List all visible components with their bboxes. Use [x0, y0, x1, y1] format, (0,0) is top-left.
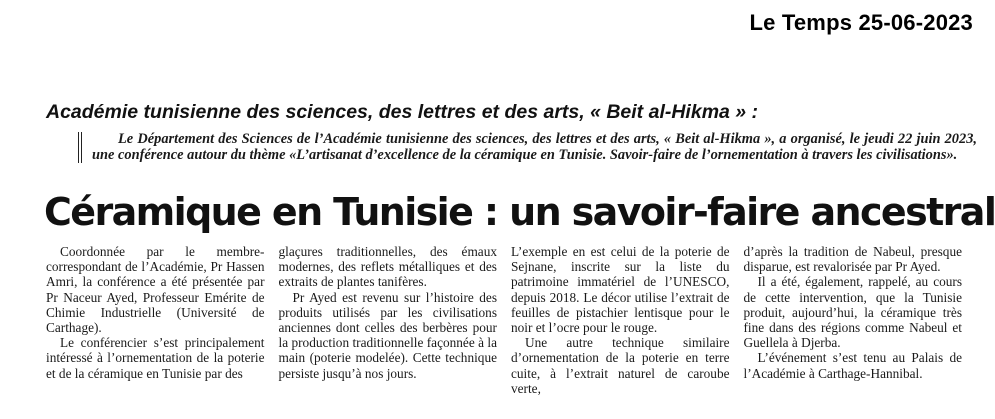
body-paragraph: L’exemple en est celui de la poterie de Sejnane, inscrite sur la liste du patrimoine immatériel de l’UNESCO, depuis 2018. Le décor utilise l’extrait de feuilles de pistachier lentisque pour le noir et l’ocre pour le rouge. — [511, 244, 730, 336]
article-column-3 — [511, 244, 730, 419]
body-paragraph: Le conférencier s’est principalement intéressé à l’ornementation de la poterie et de la céramique en Tunisie par des — [46, 335, 265, 381]
body-paragraph: Une autre technique similaire d’ornementation de la poterie en terre cuite, à l’extrait naturel de caroube verte, — [511, 335, 730, 396]
body-paragraph: Il a été, également, rappelé, au cours de cette intervention, que la Tunisie produit, aujourd’hui, la céramique très fine dans des régions comme Nabeul et Guellela à Djerba. — [743, 274, 962, 351]
article-column-4 — [744, 244, 963, 419]
article-column-2 — [279, 244, 498, 419]
source-date-label: Le Temps 25-06-2023 — [749, 10, 973, 35]
article-lead: Le Département des Sciences de l’Académie tunisienne des sciences, des lettres et des arts, « Beit al-Hikma », a organisé, le jeudi 22 juin 2023, une conférence autour du thème «L’artisanat d’excellence de la céramique en Tunisie. Savoir-faire de l’ornementation à travers les civilisations». — [78, 132, 977, 163]
body-paragraph: glaçures traditionnelles, des émaux modernes, des reflets métalliques et des extraits de plantes tanifères. — [278, 244, 497, 290]
body-paragraph: L’événement s’est tenu au Palais de l’Académie à Carthage-Hannibal. — [743, 350, 962, 381]
article-column-1 — [46, 244, 265, 419]
body-paragraph: d’après la tradition de Nabeul, presque disparue, est revalorisée par Pr Ayed. — [743, 244, 962, 275]
article-body — [46, 244, 962, 419]
body-paragraph: Pr Ayed est revenu sur l’histoire des produits utilisés par les civilisations anciennes dont celles des berbères pour la production traditionnelle façonnée à la main (poterie modelée). Cette technique persiste jusqu’à nos jours. — [278, 289, 497, 381]
article-kicker: Académie tunisienne des sciences, des lettres et des arts, « Beit al-Hikma » : — [46, 101, 759, 123]
article-headline: Céramique en Tunisie : un savoir-faire ancestral — [44, 190, 995, 234]
body-paragraph: Coordonnée par le membre-correspondant de l’Académie, Pr Hassen Amri, la conférence a été présentée par Pr Naceur Ayed, Professeur Emérite de Chimie Industrielle (Université de Carthage). — [46, 244, 265, 336]
